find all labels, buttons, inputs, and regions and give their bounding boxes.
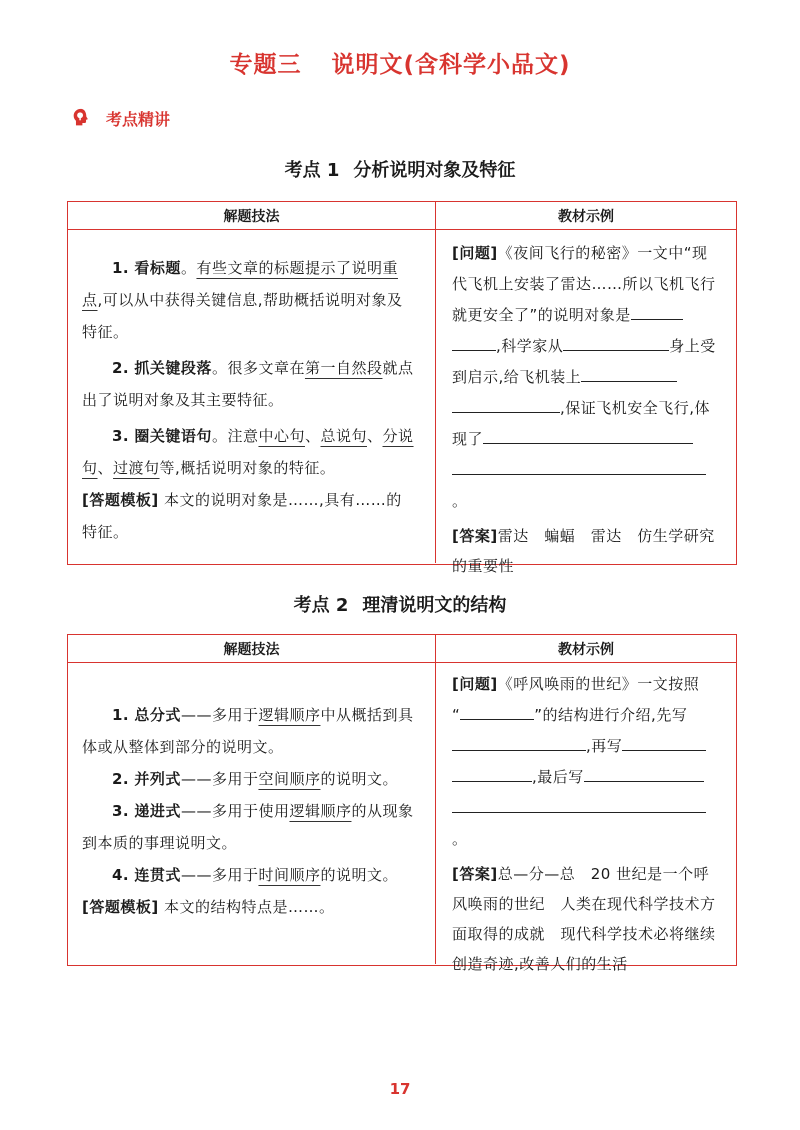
- section-label: [70, 106, 170, 130]
- kp1-title: 分析说明对象及特征: [353, 160, 516, 181]
- answer-blank[interactable]: [581, 362, 677, 382]
- kp2-question: [问题]《呼风唤雨的世纪》一文按照 “ ”的结构进行介绍,先写 ,再写 ,最后写 。: [452, 669, 720, 855]
- kp1-answer-template: [答题模板] 本文的说明对象是……,具有……的特征。: [82, 491, 402, 541]
- kp2-number: 考点 2: [293, 595, 349, 616]
- topic-number: 专题三: [229, 52, 302, 78]
- kp1-heading: [0, 156, 800, 182]
- kp1-tip-1: 1. 看标题。有些文章的标题提示了说明重点,可以从中获得关键信息,帮助概括说明对象及特征。: [82, 259, 403, 341]
- answer-blank[interactable]: [452, 393, 560, 413]
- kp2-tip-1: 1. 总分式——多用于逻辑顺序中从概括到具体或从整体到部分的说明文。: [82, 706, 414, 756]
- answer-blank[interactable]: [584, 762, 704, 782]
- kp2-tip-2: 2. 并列式——多用于空间顺序的说明文。: [112, 770, 398, 788]
- answer-blank[interactable]: [452, 731, 586, 751]
- kp1-header-examples: 教材示例: [558, 208, 614, 225]
- kp2-tip-4: 4. 连贯式——多用于时间顺序的说明文。: [112, 866, 398, 884]
- kp1-tip-2: 2. 抓关键段落。很多文章在第一自然段就点出了说明对象及其主要特征。: [82, 359, 414, 409]
- answer-blank[interactable]: [452, 762, 532, 782]
- kp2-example-cell: [436, 663, 736, 973]
- answer-blank[interactable]: [622, 731, 706, 751]
- kp2-title: 理清说明文的结构: [362, 595, 507, 616]
- kp1-answer: [答案]雷达 蝙蝠 雷达 仿生学研究的重要性: [452, 527, 715, 575]
- kp1-question: [问题]《夜间飞行的秘密》一文中“现代飞机上安装了雷达……所以飞机飞行就更安全了”的说明对象是 ,科学家从 身上受到启示,给飞机装上 ,保证飞机安全飞行,体现了 。: [452, 244, 716, 510]
- kp2-answer: [答案]总—分—总 20 世纪是一个呼风唤雨的世纪 人类在现代科学技术方面取得的成就 现代科学技术必将继续创造奇迹,改善人们的生活: [452, 865, 716, 973]
- answer-blank[interactable]: [452, 455, 706, 475]
- kp2-methods-cell: [68, 663, 436, 964]
- kp2-header-methods: 解题技法: [68, 635, 436, 662]
- section-label-text: 考点精讲: [106, 109, 171, 129]
- kp1-number: 考点 1: [284, 160, 340, 181]
- kp1-example-cell: [436, 230, 736, 575]
- kp2-tip-3: 3. 递进式——多用于使用逻辑顺序的从现象到本质的事理说明文。: [82, 802, 414, 852]
- kp1-tip-3: 3. 圈关键语句。注意中心句、总说句、分说句、过渡句等,概括说明对象的特征。: [82, 427, 414, 477]
- answer-blank[interactable]: [631, 300, 683, 320]
- kp1-header-methods: 解题技法: [68, 202, 436, 229]
- kp2-table-header: [68, 635, 736, 663]
- answer-blank[interactable]: [460, 700, 534, 720]
- answer-blank[interactable]: [483, 424, 693, 444]
- answer-blank[interactable]: [563, 331, 669, 351]
- answer-blank[interactable]: [452, 331, 496, 351]
- page-title: [0, 46, 800, 79]
- kp2-table: [67, 634, 737, 973]
- topic-title: 说明文(含科学小品文): [331, 52, 571, 78]
- page-number: 17: [389, 1080, 411, 1098]
- answer-blank[interactable]: [452, 793, 706, 813]
- kp2-header-examples: 教材示例: [558, 641, 614, 658]
- kp2-answer-template: [答题模板] 本文的结构特点是……。: [82, 898, 335, 916]
- lightbulb-head-icon: [70, 107, 92, 129]
- kp2-heading: [0, 591, 800, 617]
- kp1-methods-cell: [68, 230, 436, 563]
- kp1-table-header: [68, 202, 736, 230]
- kp1-table: [67, 201, 737, 575]
